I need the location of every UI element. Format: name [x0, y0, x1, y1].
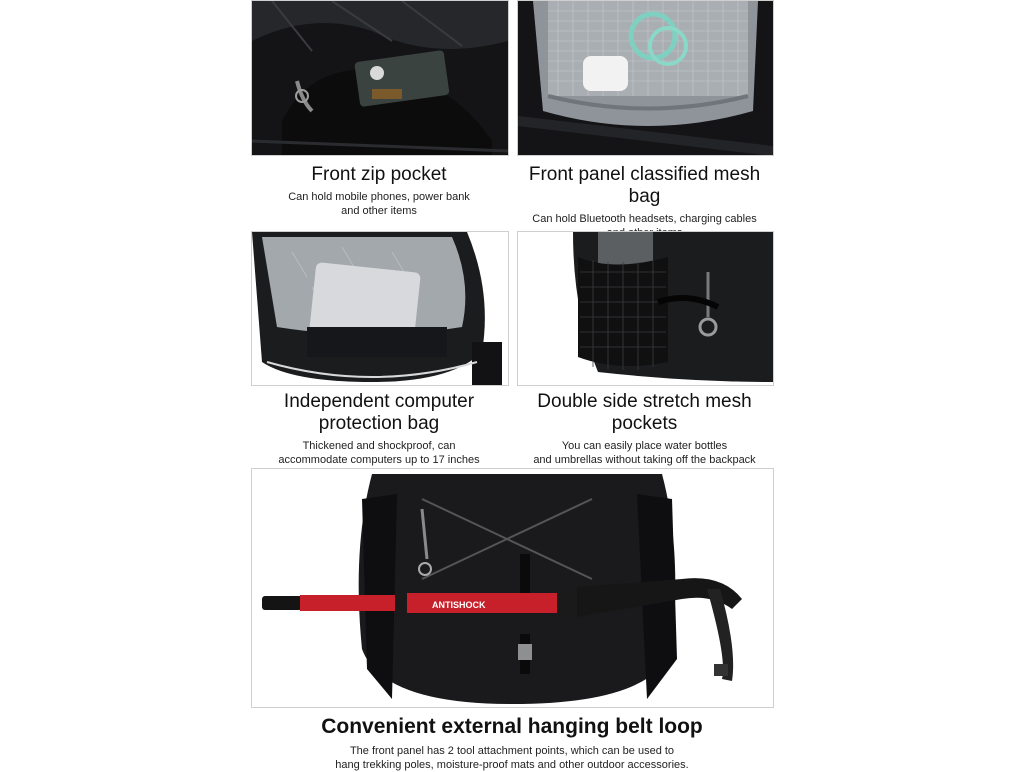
- mesh-bag-title: Front panel classified mesh bag: [528, 164, 761, 207]
- front-zip-pocket-desc: Can hold mobile phones, power bank and other items: [288, 191, 470, 217]
- computer-bag-photo: [251, 231, 509, 386]
- belt-loop-title: Convenient external hanging belt loop: [321, 715, 703, 738]
- front-panel-mesh-bag-photo: [517, 0, 774, 156]
- computer-bag-caption: [251, 391, 507, 467]
- side-mesh-desc: You can easily place water bottles and umbrellas without taking off the backpack: [533, 440, 756, 466]
- side-mesh-pockets-photo: [517, 231, 774, 386]
- mesh-bag-desc: Can hold Bluetooth headsets, charging cables: [532, 213, 757, 225]
- front-zip-pocket-caption: [251, 164, 507, 218]
- front-zip-pocket-photo: [251, 0, 509, 156]
- side-mesh-caption: [517, 391, 772, 467]
- computer-bag-title: Independent computer protection bag: [283, 391, 475, 434]
- side-mesh-title: Double side stretch mesh pockets: [537, 391, 752, 434]
- pole-brand-text: ANTISHOCK: [432, 600, 486, 610]
- belt-loop-caption: [200, 714, 824, 772]
- belt-loop-desc: The front panel has 2 tool attachment points, which can be used to hang trekking poles, moisture-proof mats and other outdoor accessories.: [335, 745, 689, 771]
- belt-loop-photo: [251, 468, 774, 708]
- computer-bag-desc: Thickened and shockproof, can accommodate computers up to 17 inches: [278, 440, 480, 466]
- front-zip-pocket-title: Front zip pocket: [311, 164, 447, 185]
- mesh-bag-caption: [517, 164, 772, 240]
